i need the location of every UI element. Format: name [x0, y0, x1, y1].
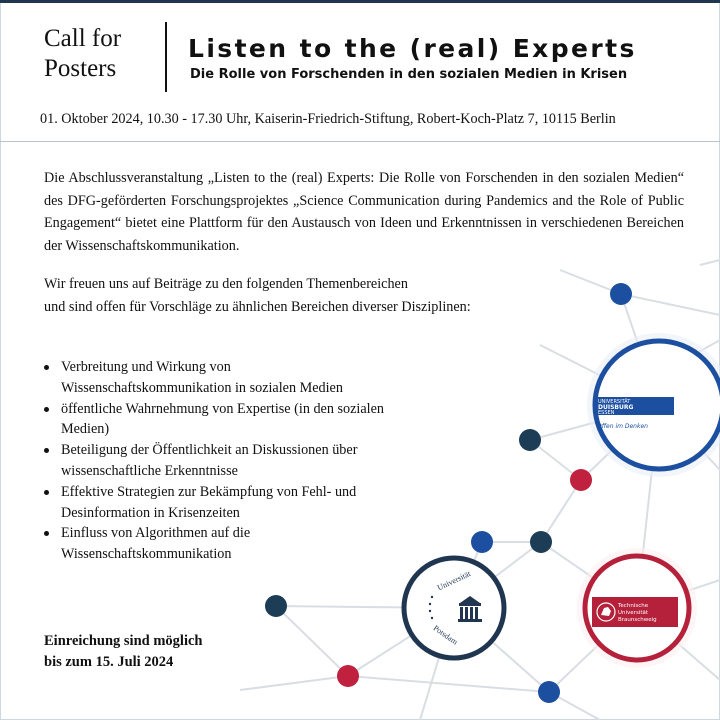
braunschweig-line-2: Universität [618, 610, 649, 616]
topic-item: Beteiligung der Öffentlichkeit an Diskussionen über wissenschaftliche Erkenntnisse [42, 440, 402, 482]
node-blue-1 [610, 283, 632, 305]
logo-potsdam [404, 558, 504, 658]
event-subtitle: Die Rolle von Forschenden in den sozialen Medien in Krisen [190, 67, 628, 82]
logo-tu-braunschweig [577, 548, 697, 668]
call-line-2: Posters [44, 55, 117, 82]
topic-item: Verbreitung und Wirkung von Wissenschaftskommunikation in sozialen Medien [42, 357, 402, 399]
deadline-line-1: Einreichung sind möglich [44, 633, 203, 649]
braunschweig-line-1: Technische [618, 603, 649, 609]
node-blue-3 [538, 681, 560, 703]
topic-item: Einfluss von Algorithmen auf die Wissenschaftskommunikation [42, 523, 402, 565]
node-teal-3 [265, 595, 287, 617]
topic-item: öffentliche Wahrnehmung von Expertise (in den sozialen Medien) [42, 399, 402, 441]
topics-intro-line-1: Wir freuen uns auf Beiträge zu den folgenden Themenbereichen [44, 276, 408, 292]
node-red-3 [337, 665, 359, 687]
topics-intro-line-2: und sind offen für Vorschläge zu ähnlichen Bereichen diverser Disziplinen: [44, 298, 471, 315]
intro-paragraph: Die Abschlussveranstaltung „Listen to the (real) Experts: Die Rolle von Forschenden in den sozialen Medien“ des DFG-geförderten Forschungsprojektes „Science Communication during Pandemics and the Role of Public Engagement“ bietet eine Plattform für den Austausch von Ideen und Erkenntnissen in verschiedenen Bereichen der Wissenschaftskommunikation. [44, 170, 684, 254]
event-dateline: 01. Oktober 2024, 10.30 - 17.30 Uhr, Kaiserin-Friedrich-Stiftung, Robert-Koch-Platz 7, 10115 Berlin [40, 111, 616, 127]
topic-item: Effektive Strategien zur Bekämpfung von Fehl- und Desinformation in Krisenzeiten [42, 482, 402, 524]
duisburg-tagline: Offen im Denken [597, 423, 648, 430]
duisburg-line-1: UNIVERSITÄT [598, 399, 631, 405]
call-line-1: Call for [44, 25, 122, 52]
deadline-line-2: bis zum 15. Juli 2024 [44, 654, 174, 670]
duisburg-line-2: DUISBURG [598, 404, 634, 411]
topic-list [42, 357, 402, 565]
event-title: Listen to the (real) Experts [188, 34, 637, 63]
duisburg-line-3: ESSEN [598, 410, 615, 416]
potsdam-top-text: Universität [435, 569, 472, 593]
potsdam-bottom-text: Potsdam [431, 623, 460, 647]
node-teal-2 [530, 531, 552, 553]
node-blue-2 [471, 531, 493, 553]
braunschweig-line-3: Braunschweig [618, 617, 657, 623]
submission-deadline [44, 631, 202, 673]
node-red-2 [570, 469, 592, 491]
node-teal-1 [519, 429, 541, 451]
